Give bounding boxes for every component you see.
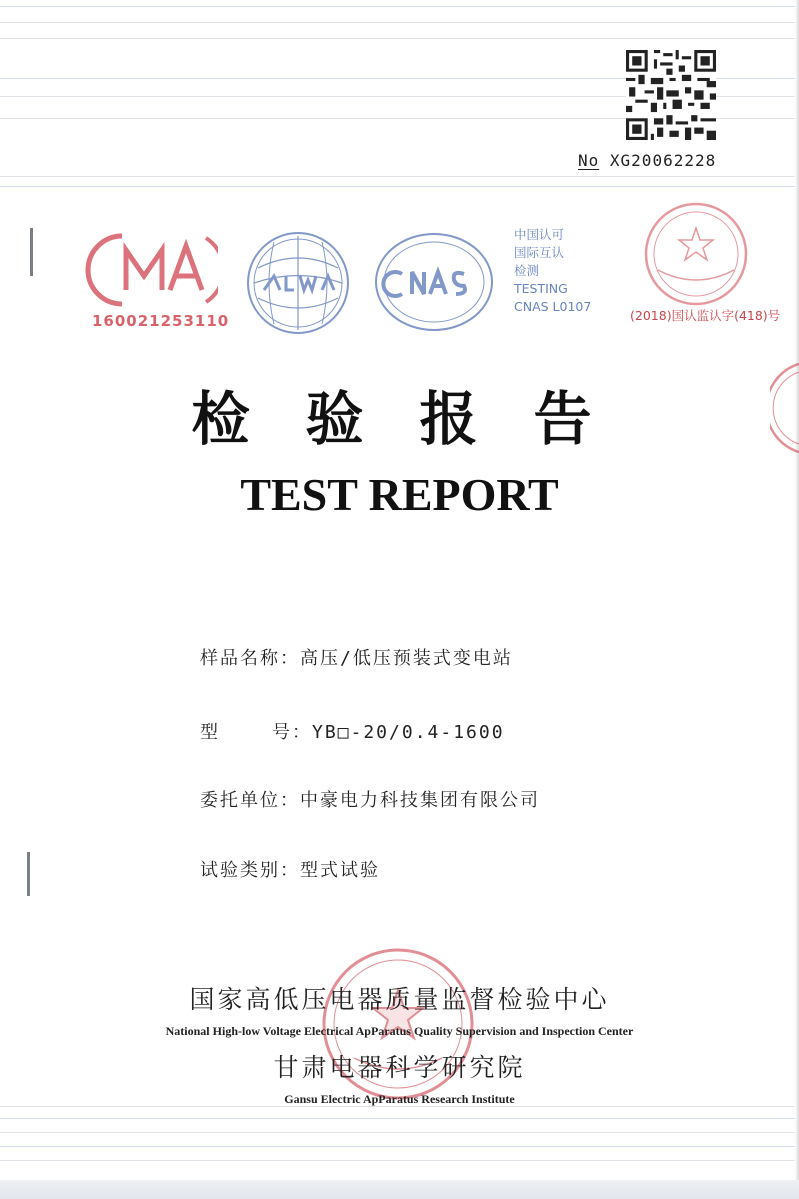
client-label: 委托单位： bbox=[200, 790, 300, 811]
client-field bbox=[200, 786, 540, 812]
qr-code-icon bbox=[626, 50, 716, 140]
issuer-institute-english: Gansu Electric ApParatus Research Institute bbox=[284, 1092, 515, 1106]
client-value: 中豪电力科技集团有限公司 bbox=[300, 790, 540, 811]
cma-seal-icon bbox=[82, 228, 218, 312]
cnas-seal-icon bbox=[372, 230, 496, 334]
margin-mark bbox=[27, 852, 30, 896]
issuer-institute-chinese: 甘肃电器科学研究院 bbox=[273, 1053, 526, 1082]
report-number-value: XG20062228 bbox=[609, 151, 717, 170]
cnas-accreditation-text: 中国认可 国际互认 检测 TESTING CNAS L0107 bbox=[514, 227, 592, 314]
ilac-mra-seal-icon bbox=[244, 228, 352, 338]
model-value: YB□-20/0.4-1600 bbox=[312, 722, 505, 743]
model-field bbox=[200, 718, 505, 744]
test-type-label: 试验类别： bbox=[200, 860, 300, 881]
model-label-part-1: 型 bbox=[200, 722, 220, 743]
red-inspection-stamp-icon bbox=[628, 198, 764, 306]
margin-mark bbox=[30, 228, 33, 276]
sample-name-value: 高压/低压预装式变电站 bbox=[300, 648, 513, 669]
sample-name-field bbox=[200, 644, 513, 670]
report-title-english: TEST REPORT bbox=[240, 469, 559, 520]
sample-name-label: 样品名称： bbox=[200, 648, 300, 669]
test-type-value: 型式试验 bbox=[300, 860, 380, 881]
red-stamp-caption: (2018)国认监认字(418)号 bbox=[630, 308, 781, 323]
report-number bbox=[578, 151, 716, 170]
test-type-field bbox=[200, 856, 380, 882]
cma-seal-number: 160021253110 bbox=[92, 312, 230, 330]
report-title-chinese: 检验报告 bbox=[191, 385, 648, 453]
issuer-center-chinese: 国家高低压电器质量监督检验中心 bbox=[189, 985, 610, 1014]
model-label-part-2: 号： bbox=[272, 722, 312, 743]
issuer-center-english: National High-low Voltage Electrical ApParatus Quality Supervision and Inspection Center bbox=[165, 1024, 634, 1038]
report-number-prefix: No bbox=[578, 151, 600, 170]
